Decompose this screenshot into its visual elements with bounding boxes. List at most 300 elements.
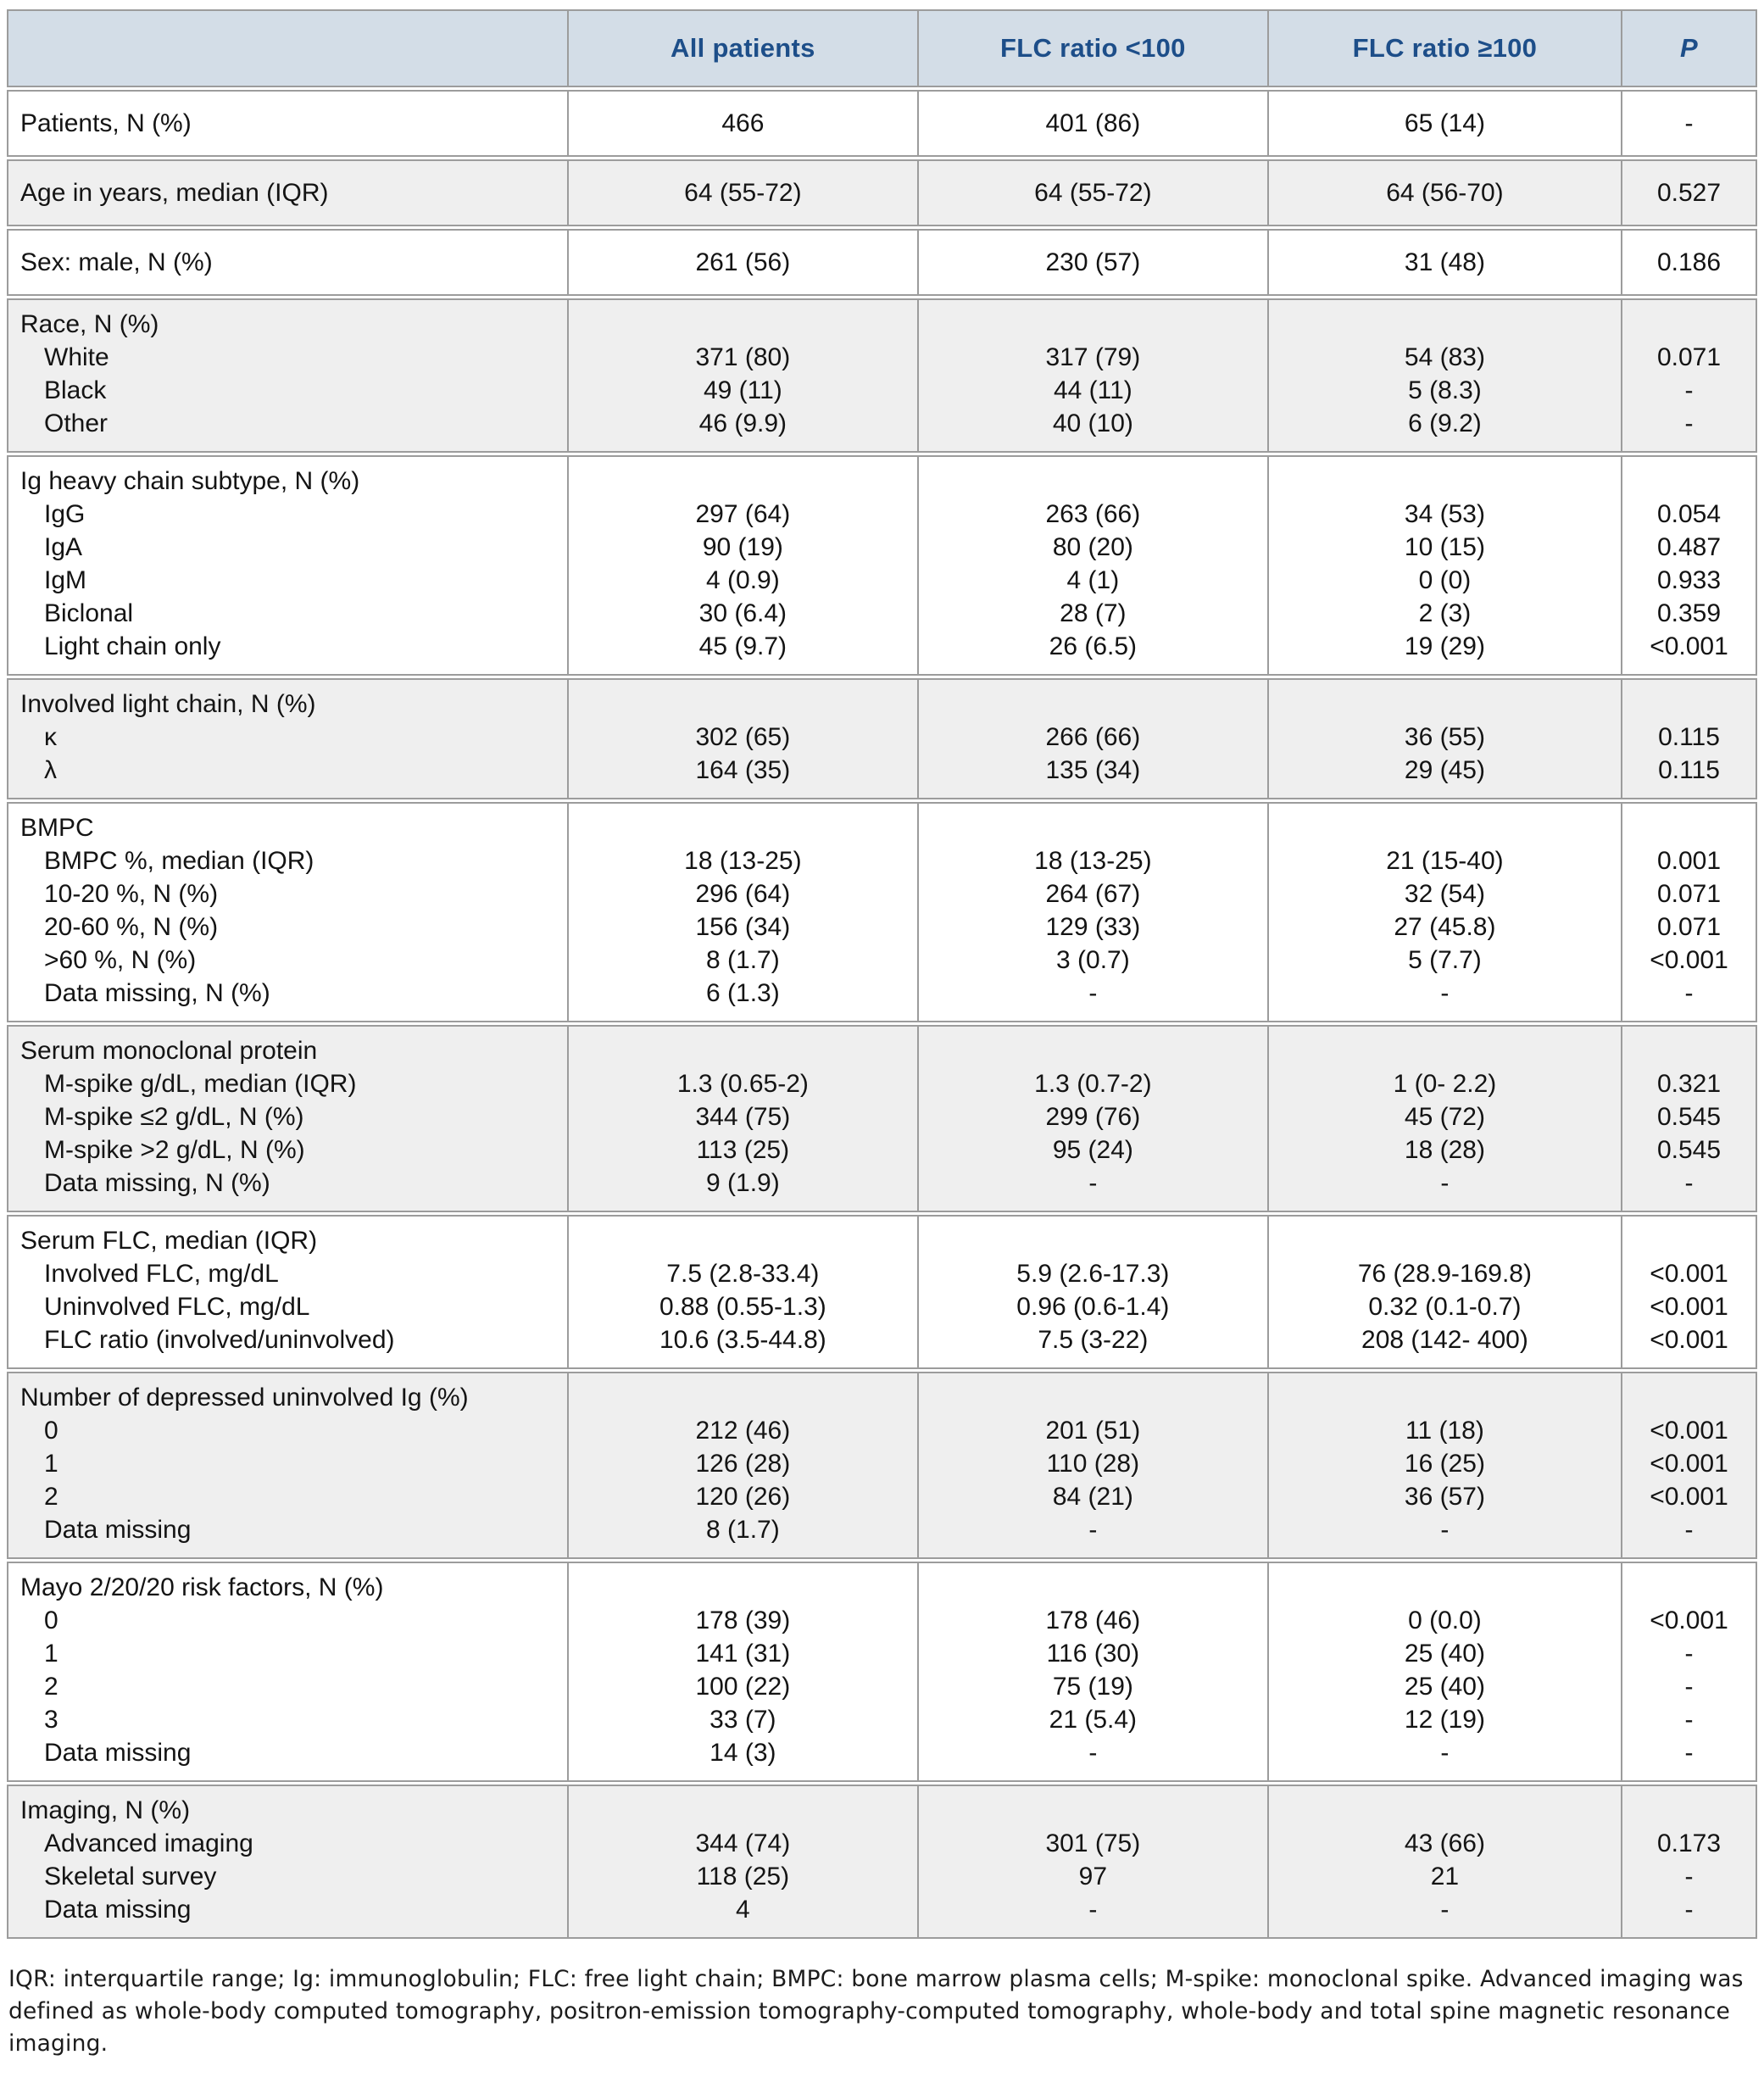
flc-ge100-cell xyxy=(1269,455,1622,676)
cell-value: 212 (46) xyxy=(695,1417,791,1445)
table-row-group xyxy=(7,90,1757,157)
cell-value: 84 (21) xyxy=(1052,1483,1133,1511)
cell-value: 29 (45) xyxy=(1404,756,1485,784)
empty-line xyxy=(569,688,917,721)
p-value: <0.001 xyxy=(1650,1326,1728,1354)
cell-value: 7.5 (3-22) xyxy=(1038,1326,1149,1354)
table-row-group xyxy=(7,1025,1757,1212)
p-value: 0.115 xyxy=(1658,756,1720,784)
p-value-cell xyxy=(1622,1372,1757,1559)
cell-value: 371 (80) xyxy=(695,343,791,371)
cell-value: 201 (51) xyxy=(1045,1417,1141,1445)
p-value-cell xyxy=(1622,298,1757,453)
cell-value: - xyxy=(1440,1516,1450,1544)
cell-value: 129 (33) xyxy=(1045,913,1141,941)
flc-ge100-cell xyxy=(1269,229,1622,296)
cell-value: 28 (7) xyxy=(1060,599,1127,627)
row-label: Patients, N (%) xyxy=(20,109,192,137)
p-value: 0.186 xyxy=(1656,248,1722,276)
cell-value: 178 (46) xyxy=(1045,1606,1141,1634)
cell-value: 5 (7.7) xyxy=(1408,946,1482,974)
cell-value: 18 (13-25) xyxy=(684,847,802,875)
cell-value: 4 (0.9) xyxy=(706,566,780,594)
cell-value: 5.9 (2.6-17.3) xyxy=(1016,1260,1170,1288)
cell-value: 90 (19) xyxy=(702,533,783,561)
cell-value: 54 (83) xyxy=(1404,343,1485,371)
row-label: BMPC %, median (IQR) xyxy=(44,847,314,875)
row-label: 2 xyxy=(44,1673,58,1701)
table-row-group xyxy=(7,455,1757,676)
cell-value: 126 (28) xyxy=(695,1450,791,1478)
cell-value: 401 (86) xyxy=(1045,109,1141,137)
table-row-group xyxy=(7,1372,1757,1559)
p-value: 0.359 xyxy=(1656,599,1722,627)
p-value: <0.001 xyxy=(1650,1483,1728,1511)
flc-ge100-cell xyxy=(1269,159,1622,226)
p-value: - xyxy=(1684,1516,1694,1544)
p-value: 0.115 xyxy=(1658,723,1720,751)
col-header-p-value: P xyxy=(1622,9,1757,87)
cell-value: 297 (64) xyxy=(695,500,791,528)
flc-lt100-cell xyxy=(919,90,1269,157)
table-row-group xyxy=(7,229,1757,296)
cell-value: 208 (142- 400) xyxy=(1361,1326,1528,1354)
row-label: 20-60 %, N (%) xyxy=(44,913,219,941)
flc-ge100-cell xyxy=(1269,802,1622,1022)
cell-value: 12 (19) xyxy=(1404,1706,1485,1734)
cell-value: 9 (1.9) xyxy=(706,1169,780,1197)
empty-line xyxy=(1622,308,1756,341)
p-value: <0.001 xyxy=(1650,1260,1728,1288)
table-row-group xyxy=(7,1215,1757,1369)
cell-value: 40 (10) xyxy=(1052,409,1133,437)
p-value-cell xyxy=(1622,1025,1757,1212)
cell-value: 2 (3) xyxy=(1418,599,1472,627)
cell-value: 76 (28.9-169.8) xyxy=(1357,1260,1532,1288)
empty-line xyxy=(569,465,917,498)
row-label: Light chain only xyxy=(44,632,221,660)
p-value: - xyxy=(1684,1706,1694,1734)
p-value: <0.001 xyxy=(1650,1450,1728,1478)
p-value: 0.321 xyxy=(1656,1070,1722,1098)
cell-value: 264 (67) xyxy=(1045,880,1141,908)
all-patients-cell xyxy=(569,1562,919,1782)
row-label-cell xyxy=(7,802,569,1022)
row-label: Age in years, median (IQR) xyxy=(20,179,329,207)
cell-value: 110 (28) xyxy=(1046,1450,1140,1478)
table-row-group xyxy=(7,298,1757,453)
cell-value: 113 (25) xyxy=(696,1136,790,1164)
flc-ge100-cell xyxy=(1269,1215,1622,1369)
p-value-cell xyxy=(1622,1215,1757,1369)
cell-value: 32 (54) xyxy=(1404,880,1485,908)
p-value: - xyxy=(1684,376,1694,404)
empty-line xyxy=(919,1794,1267,1827)
all-patients-cell xyxy=(569,1025,919,1212)
cell-value: - xyxy=(1440,1169,1450,1197)
flc-lt100-cell xyxy=(919,802,1269,1022)
p-value: 0.071 xyxy=(1656,913,1722,941)
flc-lt100-cell xyxy=(919,1785,1269,1939)
row-label: Black xyxy=(44,376,107,404)
group-title: Number of depressed uninvolved Ig (%) xyxy=(20,1384,469,1412)
row-label-cell xyxy=(7,1025,569,1212)
group-title: Serum FLC, median (IQR) xyxy=(20,1227,318,1255)
empty-line xyxy=(1622,1571,1756,1604)
cell-value: 8 (1.7) xyxy=(706,946,780,974)
cell-value: 118 (25) xyxy=(696,1863,790,1890)
all-patients-cell xyxy=(569,1372,919,1559)
all-patients-cell xyxy=(569,802,919,1022)
p-value-cell xyxy=(1622,455,1757,676)
row-label: Sex: male, N (%) xyxy=(20,248,213,276)
row-label-cell xyxy=(7,1785,569,1939)
row-label: 0 xyxy=(44,1417,58,1445)
empty-line xyxy=(919,811,1267,844)
flc-ge100-cell xyxy=(1269,678,1622,799)
cell-value: 230 (57) xyxy=(1045,248,1141,276)
flc-ge100-cell xyxy=(1269,1025,1622,1212)
p-value: <0.001 xyxy=(1650,946,1728,974)
flc-ge100-cell xyxy=(1269,90,1622,157)
cell-value: 120 (26) xyxy=(695,1483,791,1511)
p-value: 0.054 xyxy=(1656,500,1722,528)
cell-value: 344 (75) xyxy=(695,1103,791,1131)
cell-value: - xyxy=(1088,1169,1098,1197)
cell-value: 31 (48) xyxy=(1404,248,1485,276)
empty-line xyxy=(1622,465,1756,498)
cell-value: - xyxy=(1440,1739,1450,1767)
cell-value: 95 (24) xyxy=(1052,1136,1133,1164)
cell-value: 6 (1.3) xyxy=(706,979,780,1007)
table-body xyxy=(7,90,1757,1939)
row-label: Data missing xyxy=(44,1739,192,1767)
row-label: Uninvolved FLC, mg/dL xyxy=(44,1293,310,1321)
cell-value: 156 (34) xyxy=(695,913,791,941)
flc-ge100-cell xyxy=(1269,1372,1622,1559)
empty-line xyxy=(919,1034,1267,1067)
group-title: Involved light chain, N (%) xyxy=(20,690,316,718)
empty-line xyxy=(569,1571,917,1604)
row-label: Other xyxy=(44,409,109,437)
row-label-cell xyxy=(7,159,569,226)
empty-line xyxy=(1622,688,1756,721)
flc-lt100-cell xyxy=(919,1025,1269,1212)
p-value: <0.001 xyxy=(1650,1606,1728,1634)
row-label: κ xyxy=(44,723,57,751)
flc-lt100-cell xyxy=(919,1215,1269,1369)
cell-value: 33 (7) xyxy=(709,1706,776,1734)
cell-value: 466 xyxy=(721,109,765,137)
cell-value: 19 (29) xyxy=(1404,632,1485,660)
row-label-cell xyxy=(7,90,569,157)
row-label-cell xyxy=(7,1562,569,1782)
cell-value: 0.32 (0.1-0.7) xyxy=(1368,1293,1522,1321)
cell-value: 97 xyxy=(1078,1863,1108,1890)
row-label: 2 xyxy=(44,1483,58,1511)
cell-value: 100 (22) xyxy=(695,1673,791,1701)
cell-value: 317 (79) xyxy=(1045,343,1141,371)
empty-line xyxy=(1622,1794,1756,1827)
row-label: Data missing xyxy=(44,1516,192,1544)
row-label: >60 %, N (%) xyxy=(44,946,197,974)
row-label-cell xyxy=(7,1372,569,1559)
flc-lt100-cell xyxy=(919,298,1269,453)
row-label: Biclonal xyxy=(44,599,134,627)
cell-value: 299 (76) xyxy=(1045,1103,1141,1131)
p-value-cell xyxy=(1622,90,1757,157)
cell-value: 64 (55-72) xyxy=(1034,179,1152,207)
empty-line xyxy=(1622,1224,1756,1257)
group-title: Imaging, N (%) xyxy=(20,1796,191,1824)
empty-line xyxy=(1269,1034,1621,1067)
p-value: 0.545 xyxy=(1656,1103,1722,1131)
group-title: BMPC xyxy=(20,814,94,842)
cell-value: 178 (39) xyxy=(695,1606,791,1634)
all-patients-cell xyxy=(569,298,919,453)
p-value: 0.933 xyxy=(1656,566,1722,594)
col-header-empty xyxy=(7,9,569,87)
cell-value: - xyxy=(1088,979,1098,1007)
cell-value: 164 (35) xyxy=(695,756,791,784)
empty-line xyxy=(1622,811,1756,844)
table-row-group xyxy=(7,159,1757,226)
row-label: 0 xyxy=(44,1606,58,1634)
patient-characteristics-table xyxy=(7,7,1757,1941)
cell-value: 14 (3) xyxy=(709,1739,776,1767)
p-value: 0.173 xyxy=(1656,1829,1722,1857)
empty-line xyxy=(1269,308,1621,341)
row-label: White xyxy=(44,343,109,371)
cell-value: 0.88 (0.55-1.3) xyxy=(659,1293,826,1321)
p-value: 0.071 xyxy=(1656,880,1722,908)
empty-line xyxy=(569,1794,917,1827)
cell-value: 1 (0- 2.2) xyxy=(1393,1070,1497,1098)
p-value-cell xyxy=(1622,159,1757,226)
group-title: Mayo 2/20/20 risk factors, N (%) xyxy=(20,1573,384,1601)
empty-line xyxy=(1269,688,1621,721)
p-value: - xyxy=(1684,979,1694,1007)
empty-line xyxy=(919,465,1267,498)
cell-value: 34 (53) xyxy=(1404,500,1485,528)
empty-line xyxy=(1622,1034,1756,1067)
p-value-cell xyxy=(1622,229,1757,296)
cell-value: 344 (74) xyxy=(695,1829,791,1857)
empty-line xyxy=(919,1224,1267,1257)
cell-value: 49 (11) xyxy=(703,376,782,404)
empty-line xyxy=(919,1571,1267,1604)
cell-value: 135 (34) xyxy=(1045,756,1141,784)
row-label-cell xyxy=(7,455,569,676)
all-patients-cell xyxy=(569,1785,919,1939)
cell-value: 10.6 (3.5-44.8) xyxy=(659,1326,826,1354)
cell-value: 21 xyxy=(1430,1863,1460,1890)
row-label: 10-20 %, N (%) xyxy=(44,880,219,908)
table-row-group xyxy=(7,802,1757,1022)
cell-value: 116 (30) xyxy=(1046,1640,1140,1668)
empty-line xyxy=(569,1381,917,1414)
cell-value: 36 (55) xyxy=(1404,723,1485,751)
cell-value: 65 (14) xyxy=(1404,109,1485,137)
row-label: IgM xyxy=(44,566,87,594)
empty-line xyxy=(1269,811,1621,844)
empty-line xyxy=(569,1034,917,1067)
group-title: Race, N (%) xyxy=(20,310,159,338)
flc-lt100-cell xyxy=(919,455,1269,676)
empty-line xyxy=(1269,1381,1621,1414)
row-label: Skeletal survey xyxy=(44,1863,217,1890)
empty-line xyxy=(919,308,1267,341)
row-label: FLC ratio (involved/uninvolved) xyxy=(44,1326,395,1354)
empty-line xyxy=(1269,1224,1621,1257)
cell-value: 301 (75) xyxy=(1045,1829,1141,1857)
cell-value: 21 (15-40) xyxy=(1386,847,1504,875)
cell-value: 43 (66) xyxy=(1404,1829,1485,1857)
p-value-cell xyxy=(1622,678,1757,799)
table-row-group xyxy=(7,678,1757,799)
cell-value: 44 (11) xyxy=(1053,376,1132,404)
group-title: Serum monoclonal protein xyxy=(20,1037,318,1065)
row-label: Data missing, N (%) xyxy=(44,979,270,1007)
p-value: 0.071 xyxy=(1656,343,1722,371)
cell-value: 7.5 (2.8-33.4) xyxy=(666,1260,820,1288)
cell-value: 266 (66) xyxy=(1045,723,1141,751)
row-label: Advanced imaging xyxy=(44,1829,253,1857)
cell-value: 30 (6.4) xyxy=(698,599,787,627)
all-patients-cell xyxy=(569,455,919,676)
p-value: <0.001 xyxy=(1650,1417,1728,1445)
empty-line xyxy=(569,1224,917,1257)
cell-value: - xyxy=(1440,979,1450,1007)
cell-value: 25 (40) xyxy=(1404,1673,1485,1701)
cell-value: 21 (5.4) xyxy=(1049,1706,1138,1734)
flc-ge100-cell xyxy=(1269,1562,1622,1782)
table-row-group xyxy=(7,1562,1757,1782)
table-footnote: IQR: interquartile range; Ig: immunoglobulin; FLC: free light chain; BMPC: bone marrow plasma cells; M-spike: monoclonal spike. Advanced imaging was defined as whole-body computed tomography, positron-emission tomography-computed tomography, whole-body and total spine magnetic resonance imaging. xyxy=(8,1966,1744,2058)
flc-ge100-cell xyxy=(1269,298,1622,453)
cell-value: 302 (65) xyxy=(695,723,791,751)
cell-value: 8 (1.7) xyxy=(706,1516,780,1544)
p-value-cell xyxy=(1622,1785,1757,1939)
p-value: - xyxy=(1684,1739,1694,1767)
col-header-flc-ratio-lt100: FLC ratio <100 xyxy=(919,9,1269,87)
row-label-cell xyxy=(7,298,569,453)
cell-value: 75 (19) xyxy=(1052,1673,1133,1701)
flc-ge100-cell xyxy=(1269,1785,1622,1939)
p-value: 0.545 xyxy=(1656,1136,1722,1164)
cell-value: 10 (15) xyxy=(1404,533,1485,561)
group-title: Ig heavy chain subtype, N (%) xyxy=(20,467,360,495)
cell-value: 18 (13-25) xyxy=(1034,847,1152,875)
p-value: - xyxy=(1684,1169,1694,1197)
cell-value: 4 (1) xyxy=(1066,566,1120,594)
empty-line xyxy=(919,1381,1267,1414)
all-patients-cell xyxy=(569,1215,919,1369)
flc-lt100-cell xyxy=(919,229,1269,296)
empty-line xyxy=(919,688,1267,721)
empty-line xyxy=(1269,1794,1621,1827)
all-patients-cell xyxy=(569,90,919,157)
row-label: 3 xyxy=(44,1706,58,1734)
p-value: <0.001 xyxy=(1650,632,1728,660)
cell-value: 64 (55-72) xyxy=(684,179,802,207)
cell-value: 296 (64) xyxy=(695,880,791,908)
cell-value: - xyxy=(1088,1896,1098,1924)
row-label: Involved FLC, mg/dL xyxy=(44,1260,279,1288)
row-label: IgA xyxy=(44,533,83,561)
cell-value: 0 (0) xyxy=(1418,566,1472,594)
p-value: - xyxy=(1684,1863,1694,1890)
flc-lt100-cell xyxy=(919,159,1269,226)
cell-value: 36 (57) xyxy=(1404,1483,1485,1511)
cell-value: 261 (56) xyxy=(695,248,791,276)
cell-value: 26 (6.5) xyxy=(1049,632,1138,660)
p-value: - xyxy=(1684,1640,1694,1668)
empty-line xyxy=(569,308,917,341)
row-label-cell xyxy=(7,1215,569,1369)
p-value: - xyxy=(1684,109,1694,137)
row-label: M-spike g/dL, median (IQR) xyxy=(44,1070,357,1098)
cell-value: 0 (0.0) xyxy=(1408,1606,1482,1634)
row-label: Data missing, N (%) xyxy=(44,1169,270,1197)
p-value: - xyxy=(1684,1673,1694,1701)
cell-value: 3 (0.7) xyxy=(1056,946,1130,974)
cell-value: 0.96 (0.6-1.4) xyxy=(1016,1293,1170,1321)
p-value: 0.001 xyxy=(1656,847,1722,875)
cell-value: 27 (45.8) xyxy=(1394,913,1496,941)
cell-value: 5 (8.3) xyxy=(1408,376,1482,404)
cell-value: - xyxy=(1088,1516,1098,1544)
p-value: - xyxy=(1684,409,1694,437)
all-patients-cell xyxy=(569,229,919,296)
row-label: M-spike >2 g/dL, N (%) xyxy=(44,1136,305,1164)
flc-lt100-cell xyxy=(919,1372,1269,1559)
cell-value: - xyxy=(1440,1896,1450,1924)
cell-value: 25 (40) xyxy=(1404,1640,1485,1668)
cell-value: 45 (72) xyxy=(1404,1103,1485,1131)
table-header-row xyxy=(7,9,1757,87)
cell-value: 64 (56-70) xyxy=(1386,179,1504,207)
empty-line xyxy=(1269,465,1621,498)
p-value: 0.527 xyxy=(1656,179,1722,207)
row-label: Data missing xyxy=(44,1896,192,1924)
row-label-cell xyxy=(7,229,569,296)
row-label-cell xyxy=(7,678,569,799)
p-value-cell xyxy=(1622,1562,1757,1782)
cell-value: 80 (20) xyxy=(1052,533,1133,561)
cell-value: 263 (66) xyxy=(1045,500,1141,528)
cell-value: 18 (28) xyxy=(1404,1136,1485,1164)
flc-lt100-cell xyxy=(919,1562,1269,1782)
row-label: M-spike ≤2 g/dL, N (%) xyxy=(44,1103,304,1131)
table-row-group xyxy=(7,1785,1757,1939)
row-label: λ xyxy=(44,756,57,784)
cell-value: 16 (25) xyxy=(1404,1450,1485,1478)
all-patients-cell xyxy=(569,159,919,226)
cell-value: 4 xyxy=(736,1896,750,1924)
cell-value: 45 (9.7) xyxy=(698,632,787,660)
all-patients-cell xyxy=(569,678,919,799)
p-value: - xyxy=(1684,1896,1694,1924)
empty-line xyxy=(1269,1571,1621,1604)
cell-value: 6 (9.2) xyxy=(1408,409,1482,437)
empty-line xyxy=(1622,1381,1756,1414)
row-label: 1 xyxy=(44,1640,58,1668)
flc-lt100-cell xyxy=(919,678,1269,799)
col-header-all-patients: All patients xyxy=(569,9,919,87)
cell-value: 141 (31) xyxy=(695,1640,791,1668)
row-label: IgG xyxy=(44,500,86,528)
